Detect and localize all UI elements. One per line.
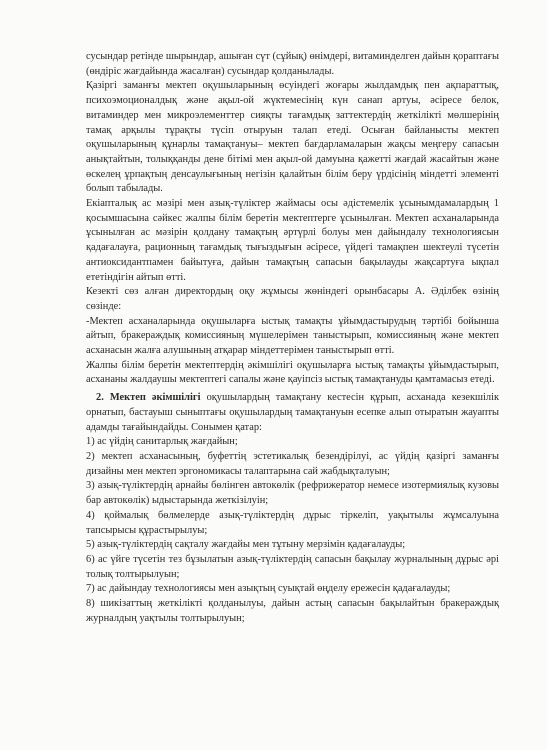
section-2-number: 2. [96, 392, 110, 404]
paragraph: Жалпы білім беретін мектептердің әкімшілігі оқушыларға ыстық тамақты ұйымдастырып, асхананы жалдаушы мектептегі сапалы және қауіпсіз ыстық тамақтануды қамтамасыз етеді. [86, 359, 499, 386]
list-item: 3) азық-түліктердің арнайы бөлінген автокөлік (рефрижератор немесе изотермиялық кузовы бар автокөлік) ыдыстарында жеткізілуін; [86, 480, 499, 507]
section-2-paragraph [86, 391, 499, 435]
list-item: 2) мектеп асханасының, буфеттің эстетикалық безендірілуі, ас үйдің қазіргі заманғы дизайны мен мектеп эргономикасы талаптарына сай жабдықталуын; [86, 450, 499, 477]
paragraph: Екіапталық ас мәзірі мен азық-түліктер жаймасы осы әдістемелік ұсынымдамалардың 1 қосымшасына сәйкес жалпы білім беретін мектептерге ұсынылған. Мектеп асханаларында ұсынылған ас мәзірін қолдану тамақтың әртүрлі болуы мен дайындалу технологиясын қадағалауға, рационның тағамдық тығыздығын әсіресе, үйдегі тамақпен шектеулі түсетін антиоксидантпамен байытуға, дайын тамақтың сапасын бақылауды жақсартуға ықпал ететіндігін айтып өтті. [86, 198, 499, 283]
paragraph: -Мектеп асханаларында оқушыларға ыстық тамақты ұйымдастырудың тәртібі бойынша айтып, бракераждық комиссияның мүшелерімен таныстырып, комиссияның және мектеп асханасын жалға алушының атқарар міндеттерімен таныстырып өтті. [86, 315, 499, 357]
list-item: 1) ас үйдің санитарлық жағдайын; [86, 436, 238, 448]
section-2-text: оқушылардың тамақтану кестесін құрып, асханада кезекшілік орнатып, бастауыш сыныптағы оқушылардың тамақтануын есепке алып отыратын жауапты адамды тағайындайды. Сонымен қатар: [86, 392, 499, 433]
paragraph: Кезекті сөз алған директордың оқу жұмысы жөніндегі орынбасары А. Әділбек өзінің сөзінде: [86, 286, 499, 312]
list-item: 4) қоймалық бөлмелерде азық-түліктердің дұрыс тіркеліп, уақытылы жұмсалуына тапсырысы құрастырылуы; [86, 509, 499, 536]
section-2-title: Мектеп әкімшілігі [109, 392, 201, 404]
list-item: 6) ас үйге түсетін тез бұзылатын азық-түліктердің сапасын бақылау журналының дұрыс әрі толық толтырылуын; [86, 553, 499, 580]
paragraph: Қазіргі заманғы мектеп оқушыларының өсуіндегі жоғары жылдамдық пен ақпараттық, психоэмоционалдық және ақыл-ой жүктемесінің күн санап артуы, әсіресе белок, витаминдер мен микроэлементтер сияқты тағамдық заттектердің жеткілікті мөлшерінің тамақ арқылы тұрақты түсіп отыруын талап етеді. Осыған байланысты мектеп оқушыларының құнарлы тамақтануы– мектеп бағдарламаларын жақсы меңгеру сапасын анықтайтын, толыққанды дене бітімі мен ақыл-ой дамуына қажетті жағдай жасайтын және өскелең ұрпақтың денсаулығының негізін қалайтын білім беру үрдісінің міндетті элементі болып табылады. [86, 80, 499, 195]
list-item: 8) шикізаттың жеткілікті қолданылуы, дайын астың сапасын бақылайтын бракераждық журналдың уақтылы толтырылуын; [86, 598, 499, 624]
paragraph: сусындар ретінде шырындар, ашыған сүт (сұйық) өнімдері, витаминделген дайын қораптағы (өндіріс жағдайында жасалған) сусындар қолданылады. [86, 51, 499, 77]
list-item: 7) ас дайындау технологиясы мен азықтың суықтай өңделу ережесін қадағалауды; [86, 583, 451, 595]
list-item: 5) азық-түліктердің сақталу жағдайы мен тұтыну мерзімін қадағалауды; [86, 539, 406, 551]
